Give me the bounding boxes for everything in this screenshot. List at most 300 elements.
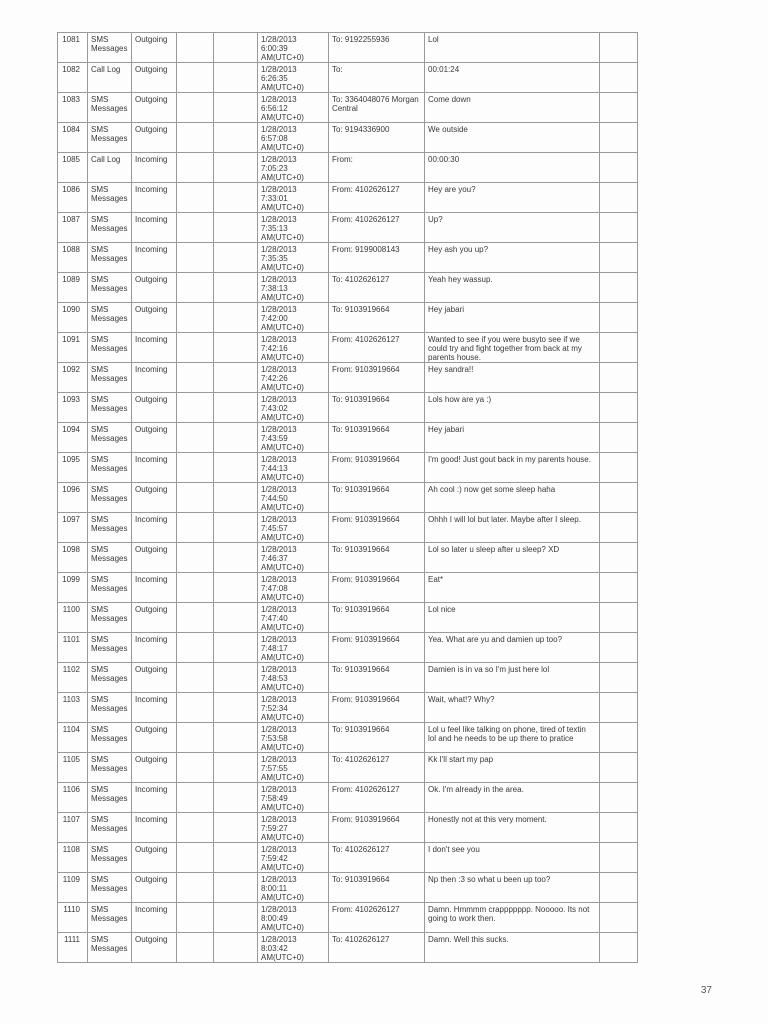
empty-cell [214, 843, 258, 873]
table-row [58, 393, 638, 423]
empty-cell [214, 633, 258, 663]
record-type: SMS Messages [88, 873, 132, 903]
record-number: 1089 [58, 273, 88, 303]
record-type: SMS Messages [88, 243, 132, 273]
timestamp-tz: AM(UTC+0) [261, 623, 304, 632]
record-party: To: 9103919664 [329, 393, 425, 423]
record-timestamp [258, 33, 329, 63]
timestamp-time: 7:48:53 [261, 674, 288, 683]
record-direction: Outgoing [132, 543, 177, 573]
record-type: SMS Messages [88, 753, 132, 783]
record-timestamp [258, 483, 329, 513]
record-type: SMS Messages [88, 453, 132, 483]
record-party: To: 9103919664 [329, 663, 425, 693]
timestamp-time: 6:57:08 [261, 134, 288, 143]
record-type: SMS Messages [88, 633, 132, 663]
table-row [58, 423, 638, 453]
timestamp-tz: AM(UTC+0) [261, 743, 304, 752]
record-direction: Incoming [132, 513, 177, 543]
empty-cell [177, 693, 214, 723]
empty-cell [600, 723, 638, 753]
empty-cell [177, 783, 214, 813]
timestamp-date: 1/28/2013 [261, 125, 297, 134]
table-row [58, 363, 638, 393]
record-party: From: 9103919664 [329, 363, 425, 393]
timestamp-time: 7:42:26 [261, 374, 288, 383]
record-direction: Incoming [132, 453, 177, 483]
timestamp-tz: AM(UTC+0) [261, 413, 304, 422]
record-direction: Outgoing [132, 123, 177, 153]
record-timestamp [258, 63, 329, 93]
record-party: From: 9199008143 [329, 243, 425, 273]
timestamp-date: 1/28/2013 [261, 575, 297, 584]
empty-cell [600, 33, 638, 63]
record-number: 1087 [58, 213, 88, 243]
record-type: SMS Messages [88, 543, 132, 573]
record-direction: Outgoing [132, 753, 177, 783]
page-number: 37 [700, 985, 712, 996]
record-type: SMS Messages [88, 183, 132, 213]
record-number: 1097 [58, 513, 88, 543]
empty-cell [177, 333, 214, 363]
timestamp-tz: AM(UTC+0) [261, 353, 304, 362]
record-number: 1098 [58, 543, 88, 573]
record-number: 1100 [58, 603, 88, 633]
record-timestamp [258, 723, 329, 753]
empty-cell [600, 243, 638, 273]
record-direction: Incoming [132, 783, 177, 813]
table-row [58, 33, 638, 63]
record-direction: Incoming [132, 243, 177, 273]
empty-cell [177, 63, 214, 93]
timestamp-tz: AM(UTC+0) [261, 893, 304, 902]
empty-cell [600, 213, 638, 243]
record-number: 1108 [58, 843, 88, 873]
empty-cell [214, 423, 258, 453]
empty-cell [177, 153, 214, 183]
record-number: 1104 [58, 723, 88, 753]
record-timestamp [258, 513, 329, 543]
record-content: Yeah hey wassup. [425, 273, 600, 303]
table-row [58, 843, 638, 873]
empty-cell [177, 933, 214, 963]
empty-cell [177, 33, 214, 63]
record-party: From: 4102626127 [329, 903, 425, 933]
record-party: From: 9103919664 [329, 693, 425, 723]
empty-cell [214, 543, 258, 573]
table-row [58, 93, 638, 123]
table-row [58, 453, 638, 483]
empty-cell [600, 303, 638, 333]
record-direction: Outgoing [132, 843, 177, 873]
record-number: 1090 [58, 303, 88, 333]
timestamp-tz: AM(UTC+0) [261, 833, 304, 842]
table-row [58, 63, 638, 93]
empty-cell [600, 603, 638, 633]
record-direction: Outgoing [132, 723, 177, 753]
record-timestamp [258, 213, 329, 243]
timestamp-time: 7:43:02 [261, 404, 288, 413]
record-direction: Outgoing [132, 933, 177, 963]
empty-cell [214, 123, 258, 153]
timestamp-date: 1/28/2013 [261, 875, 297, 884]
empty-cell [214, 903, 258, 933]
record-number: 1110 [58, 903, 88, 933]
record-type: SMS Messages [88, 33, 132, 63]
timestamp-time: 6:00:39 [261, 44, 288, 53]
timestamp-tz: AM(UTC+0) [261, 713, 304, 722]
empty-cell [177, 573, 214, 603]
timestamp-tz: AM(UTC+0) [261, 383, 304, 392]
record-timestamp [258, 363, 329, 393]
timestamp-time: 7:53:58 [261, 734, 288, 743]
record-timestamp [258, 303, 329, 333]
empty-cell [177, 363, 214, 393]
timestamp-tz: AM(UTC+0) [261, 593, 304, 602]
timestamp-tz: AM(UTC+0) [261, 953, 304, 962]
table-row [58, 513, 638, 543]
empty-cell [214, 873, 258, 903]
empty-cell [177, 273, 214, 303]
record-direction: Outgoing [132, 63, 177, 93]
empty-cell [214, 273, 258, 303]
record-content: Hey ash you up? [425, 243, 600, 273]
empty-cell [177, 813, 214, 843]
record-party: From: 9103919664 [329, 633, 425, 663]
record-type: SMS Messages [88, 393, 132, 423]
timestamp-time: 7:35:35 [261, 254, 288, 263]
empty-cell [600, 903, 638, 933]
table-row [58, 933, 638, 963]
empty-cell [177, 393, 214, 423]
record-number: 1082 [58, 63, 88, 93]
record-direction: Outgoing [132, 93, 177, 123]
table-row [58, 183, 638, 213]
timestamp-date: 1/28/2013 [261, 335, 297, 344]
record-party: To: 9192255936 [329, 33, 425, 63]
empty-cell [214, 243, 258, 273]
empty-cell [600, 183, 638, 213]
record-number: 1096 [58, 483, 88, 513]
record-type: SMS Messages [88, 723, 132, 753]
record-party: To: 4102626127 [329, 753, 425, 783]
empty-cell [600, 363, 638, 393]
empty-cell [177, 483, 214, 513]
record-type: SMS Messages [88, 123, 132, 153]
timestamp-time: 7:48:17 [261, 644, 288, 653]
record-content: Up? [425, 213, 600, 243]
timestamp-date: 1/28/2013 [261, 305, 297, 314]
record-number: 1083 [58, 93, 88, 123]
record-number: 1105 [58, 753, 88, 783]
table-row [58, 693, 638, 723]
table-row [58, 753, 638, 783]
empty-cell [177, 543, 214, 573]
timestamp-tz: AM(UTC+0) [261, 113, 304, 122]
record-timestamp [258, 903, 329, 933]
timestamp-tz: AM(UTC+0) [261, 803, 304, 812]
record-content: Yea. What are yu and damien up too? [425, 633, 600, 663]
empty-cell [600, 783, 638, 813]
record-party: From: 4102626127 [329, 333, 425, 363]
record-number: 1106 [58, 783, 88, 813]
empty-cell [177, 183, 214, 213]
timestamp-tz: AM(UTC+0) [261, 203, 304, 212]
record-timestamp [258, 693, 329, 723]
empty-cell [214, 303, 258, 333]
empty-cell [600, 933, 638, 963]
empty-cell [177, 303, 214, 333]
table-row [58, 543, 638, 573]
record-number: 1084 [58, 123, 88, 153]
timestamp-date: 1/28/2013 [261, 935, 297, 944]
record-type: Call Log [88, 153, 132, 183]
record-timestamp [258, 453, 329, 483]
timestamp-date: 1/28/2013 [261, 785, 297, 794]
record-type: SMS Messages [88, 303, 132, 333]
record-timestamp [258, 243, 329, 273]
record-number: 1107 [58, 813, 88, 843]
record-number: 1102 [58, 663, 88, 693]
timestamp-time: 7:42:16 [261, 344, 288, 353]
record-timestamp [258, 423, 329, 453]
table-row [58, 573, 638, 603]
empty-cell [600, 513, 638, 543]
empty-cell [214, 213, 258, 243]
record-direction: Outgoing [132, 273, 177, 303]
empty-cell [214, 813, 258, 843]
table-row [58, 153, 638, 183]
table-row [58, 813, 638, 843]
timestamp-date: 1/28/2013 [261, 185, 297, 194]
empty-cell [177, 243, 214, 273]
table-row [58, 723, 638, 753]
record-timestamp [258, 93, 329, 123]
record-direction: Incoming [132, 363, 177, 393]
record-direction: Incoming [132, 813, 177, 843]
record-timestamp [258, 933, 329, 963]
record-direction: Incoming [132, 183, 177, 213]
empty-cell [177, 453, 214, 483]
record-direction: Incoming [132, 693, 177, 723]
empty-cell [214, 603, 258, 633]
record-number: 1092 [58, 363, 88, 393]
timestamp-time: 7:58:49 [261, 794, 288, 803]
timestamp-time: 8:00:11 [261, 884, 288, 893]
record-type: SMS Messages [88, 363, 132, 393]
timestamp-date: 1/28/2013 [261, 455, 297, 464]
record-timestamp [258, 753, 329, 783]
record-party: To: 9103919664 [329, 603, 425, 633]
empty-cell [214, 183, 258, 213]
record-content: Come down [425, 93, 600, 123]
record-type: SMS Messages [88, 603, 132, 633]
record-number: 1086 [58, 183, 88, 213]
empty-cell [214, 453, 258, 483]
timestamp-date: 1/28/2013 [261, 635, 297, 644]
record-party: From: [329, 153, 425, 183]
record-party: To: 9103919664 [329, 543, 425, 573]
empty-cell [177, 423, 214, 453]
empty-cell [214, 723, 258, 753]
record-timestamp [258, 783, 329, 813]
record-content: Lols how are ya :) [425, 393, 600, 423]
empty-cell [600, 333, 638, 363]
record-direction: Outgoing [132, 393, 177, 423]
empty-cell [600, 63, 638, 93]
empty-cell [214, 933, 258, 963]
record-party: From: 9103919664 [329, 573, 425, 603]
empty-cell [214, 393, 258, 423]
empty-cell [214, 783, 258, 813]
record-timestamp [258, 573, 329, 603]
table-row [58, 903, 638, 933]
timestamp-date: 1/28/2013 [261, 515, 297, 524]
timestamp-date: 1/28/2013 [261, 425, 297, 434]
empty-cell [214, 93, 258, 123]
table-row [58, 483, 638, 513]
table-row [58, 873, 638, 903]
record-content: Ohhh I will lol but later. Maybe after I sleep. [425, 513, 600, 543]
table-row [58, 783, 638, 813]
timestamp-tz: AM(UTC+0) [261, 53, 304, 62]
record-party: To: 4102626127 [329, 273, 425, 303]
empty-cell [214, 573, 258, 603]
empty-cell [600, 423, 638, 453]
record-type: SMS Messages [88, 843, 132, 873]
record-content: Wanted to see if you were busyto see if we could try and fight together from back at my parents house. [425, 333, 600, 363]
empty-cell [177, 663, 214, 693]
empty-cell [177, 213, 214, 243]
record-type: SMS Messages [88, 513, 132, 543]
empty-cell [600, 873, 638, 903]
timestamp-tz: AM(UTC+0) [261, 683, 304, 692]
record-direction: Incoming [132, 153, 177, 183]
timestamp-date: 1/28/2013 [261, 155, 297, 164]
record-direction: Outgoing [132, 663, 177, 693]
empty-cell [600, 753, 638, 783]
table-row [58, 273, 638, 303]
timestamp-tz: AM(UTC+0) [261, 263, 304, 272]
timestamp-date: 1/28/2013 [261, 95, 297, 104]
timestamp-date: 1/28/2013 [261, 665, 297, 674]
empty-cell [600, 693, 638, 723]
table-row [58, 303, 638, 333]
record-timestamp [258, 873, 329, 903]
timestamp-date: 1/28/2013 [261, 395, 297, 404]
table-row [58, 213, 638, 243]
timestamp-time: 7:35:13 [261, 224, 288, 233]
timestamp-tz: AM(UTC+0) [261, 233, 304, 242]
record-direction: Incoming [132, 903, 177, 933]
timestamp-date: 1/28/2013 [261, 35, 297, 44]
record-party: To: 3364048076 Morgan Central [329, 93, 425, 123]
record-content: I don't see you [425, 843, 600, 873]
record-direction: Outgoing [132, 33, 177, 63]
record-content: Lol u feel like talking on phone, tired of textin lol and he needs to be up there to pratice [425, 723, 600, 753]
empty-cell [214, 483, 258, 513]
empty-cell [214, 363, 258, 393]
record-type: SMS Messages [88, 423, 132, 453]
empty-cell [177, 903, 214, 933]
record-timestamp [258, 183, 329, 213]
timestamp-time: 7:47:40 [261, 614, 288, 623]
record-type: SMS Messages [88, 483, 132, 513]
empty-cell [600, 483, 638, 513]
record-direction: Incoming [132, 633, 177, 663]
record-party: To: 9103919664 [329, 723, 425, 753]
empty-cell [600, 93, 638, 123]
empty-cell [177, 123, 214, 153]
empty-cell [177, 723, 214, 753]
record-timestamp [258, 543, 329, 573]
record-party: To: 9103919664 [329, 483, 425, 513]
record-timestamp [258, 123, 329, 153]
timestamp-tz: AM(UTC+0) [261, 533, 304, 542]
empty-cell [600, 573, 638, 603]
timestamp-time: 7:05:23 [261, 164, 288, 173]
timestamp-time: 6:56:12 [261, 104, 288, 113]
record-party: To: 4102626127 [329, 933, 425, 963]
timestamp-date: 1/28/2013 [261, 545, 297, 554]
timestamp-time: 7:43:59 [261, 434, 288, 443]
record-timestamp [258, 273, 329, 303]
empty-cell [600, 543, 638, 573]
message-log-body [58, 33, 638, 963]
record-number: 1088 [58, 243, 88, 273]
empty-cell [600, 393, 638, 423]
record-content: 00:01:24 [425, 63, 600, 93]
record-content: Damn. Well this sucks. [425, 933, 600, 963]
empty-cell [177, 873, 214, 903]
empty-cell [600, 453, 638, 483]
timestamp-tz: AM(UTC+0) [261, 773, 304, 782]
record-content: Ah cool :) now get some sleep haha [425, 483, 600, 513]
empty-cell [600, 123, 638, 153]
record-timestamp [258, 153, 329, 183]
record-direction: Outgoing [132, 603, 177, 633]
timestamp-tz: AM(UTC+0) [261, 653, 304, 662]
record-party: From: 9103919664 [329, 513, 425, 543]
empty-cell [214, 33, 258, 63]
empty-cell [600, 843, 638, 873]
table-row [58, 603, 638, 633]
timestamp-time: 6:26:35 [261, 74, 288, 83]
record-number: 1095 [58, 453, 88, 483]
timestamp-tz: AM(UTC+0) [261, 443, 304, 452]
record-party: From: 4102626127 [329, 783, 425, 813]
timestamp-date: 1/28/2013 [261, 215, 297, 224]
record-timestamp [258, 603, 329, 633]
timestamp-tz: AM(UTC+0) [261, 323, 304, 332]
timestamp-tz: AM(UTC+0) [261, 923, 304, 932]
table-row [58, 663, 638, 693]
timestamp-time: 7:46:37 [261, 554, 288, 563]
empty-cell [600, 663, 638, 693]
record-party: From: 9103919664 [329, 453, 425, 483]
timestamp-tz: AM(UTC+0) [261, 293, 304, 302]
record-party: From: 4102626127 [329, 183, 425, 213]
timestamp-date: 1/28/2013 [261, 605, 297, 614]
message-log-table [57, 32, 638, 963]
record-number: 1094 [58, 423, 88, 453]
record-content: We outside [425, 123, 600, 153]
timestamp-tz: AM(UTC+0) [261, 563, 304, 572]
record-direction: Outgoing [132, 483, 177, 513]
record-number: 1101 [58, 633, 88, 663]
timestamp-time: 8:00:49 [261, 914, 288, 923]
timestamp-date: 1/28/2013 [261, 695, 297, 704]
